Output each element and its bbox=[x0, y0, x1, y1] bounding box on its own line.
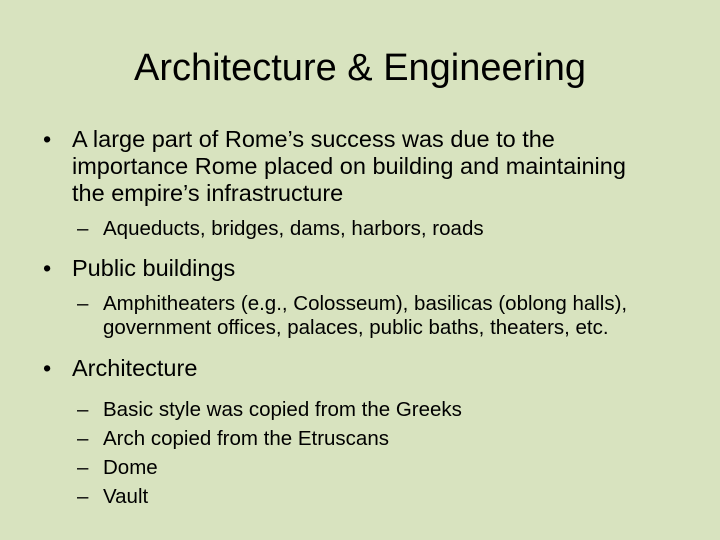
bullet-marker: • bbox=[43, 355, 52, 381]
sub-bullet-text: Arch copied from the Etruscans bbox=[103, 427, 389, 450]
sub-bullet-text: Dome bbox=[103, 456, 158, 479]
sub-bullet-item bbox=[0, 217, 663, 241]
dash-marker: – bbox=[77, 398, 89, 421]
sub-bullet-text: Basic style was copied from the Greeks bbox=[103, 398, 462, 421]
sub-bullet-text: Amphitheaters (e.g., Colosseum), basilicas (oblong halls), government offices, palaces, public baths, theaters, etc. bbox=[103, 292, 628, 339]
bullet-marker: • bbox=[43, 255, 52, 281]
slide-body bbox=[0, 126, 720, 511]
sub-bullet-item bbox=[0, 453, 663, 482]
sub-bullet-item bbox=[0, 395, 663, 424]
bullet-item bbox=[0, 255, 662, 282]
dash-marker: – bbox=[77, 456, 89, 479]
dash-marker: – bbox=[77, 217, 89, 240]
bullet-text: Architecture bbox=[72, 355, 198, 381]
bullet-marker: • bbox=[43, 126, 52, 152]
sub-bullet-item bbox=[0, 292, 663, 340]
bullet-item bbox=[0, 126, 662, 207]
dash-marker: – bbox=[77, 485, 89, 508]
sub-bullet-item bbox=[0, 424, 663, 453]
sub-bullet-list bbox=[0, 395, 720, 511]
dash-marker: – bbox=[77, 292, 89, 315]
bullet-text: Public buildings bbox=[72, 255, 236, 281]
bullet-text: A large part of Rome’s success was due to the importance Rome placed on building and maintaining the empire’s infrastructure bbox=[72, 126, 626, 206]
sub-bullet-text: Vault bbox=[103, 485, 149, 508]
slide-title: Architecture & Engineering bbox=[133, 47, 587, 89]
dash-marker: – bbox=[77, 427, 89, 450]
sub-bullet-item bbox=[0, 482, 663, 511]
bullet-item bbox=[0, 355, 662, 382]
sub-bullet-text: Aqueducts, bridges, dams, harbors, roads bbox=[103, 217, 484, 240]
